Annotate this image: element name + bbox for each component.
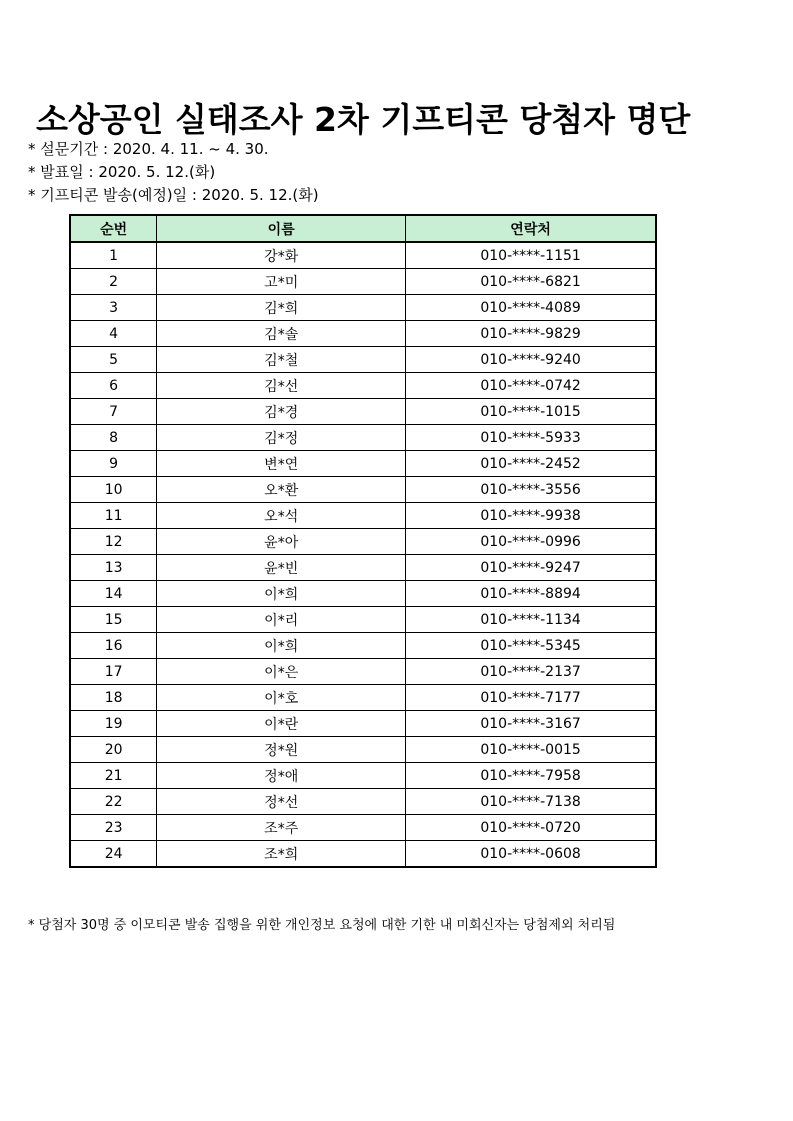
cell-name: 이*은 [157, 659, 406, 685]
info-block [28, 138, 319, 207]
cell-name: 이*리 [157, 607, 406, 633]
cell-number: 12 [70, 529, 157, 555]
cell-name: 고*미 [157, 269, 406, 295]
table-row [70, 607, 656, 633]
footnote: * 당첨자 30명 중 이모티콘 발송 집행을 위한 개인정보 요청에 대한 기한 내 미회신자는 당첨제외 처리됨 [28, 918, 616, 933]
cell-name: 이*희 [157, 633, 406, 659]
table-row [70, 477, 656, 503]
cell-contact: 010-****-3167 [406, 711, 656, 737]
cell-contact: 010-****-5933 [406, 425, 656, 451]
column-header-contact: 연락처 [406, 215, 656, 242]
delivery-date-line: * 기프티콘 발송(예정)일 : 2020. 5. 12.(화) [28, 186, 319, 204]
cell-number: 22 [70, 789, 157, 815]
cell-name: 이*희 [157, 581, 406, 607]
table-row [70, 242, 656, 269]
cell-number: 4 [70, 321, 157, 347]
header-row [70, 215, 656, 242]
table-row [70, 581, 656, 607]
cell-name: 조*주 [157, 815, 406, 841]
cell-name: 이*란 [157, 711, 406, 737]
table-row [70, 425, 656, 451]
table-row [70, 633, 656, 659]
cell-contact: 010-****-0608 [406, 841, 656, 868]
page-title: 소상공인 실태조사 2차 기프티콘 당첨자 명단 [36, 100, 691, 140]
cell-number: 11 [70, 503, 157, 529]
cell-number: 15 [70, 607, 157, 633]
cell-name: 변*연 [157, 451, 406, 477]
cell-name: 이*호 [157, 685, 406, 711]
cell-name: 정*애 [157, 763, 406, 789]
cell-name: 강*화 [157, 242, 406, 269]
cell-number: 6 [70, 373, 157, 399]
table-row [70, 815, 656, 841]
cell-contact: 010-****-9247 [406, 555, 656, 581]
cell-contact: 010-****-0996 [406, 529, 656, 555]
cell-contact: 010-****-1151 [406, 242, 656, 269]
cell-name: 김*철 [157, 347, 406, 373]
cell-contact: 010-****-7958 [406, 763, 656, 789]
cell-number: 1 [70, 242, 157, 269]
cell-name: 김*선 [157, 373, 406, 399]
table-row [70, 685, 656, 711]
cell-contact: 010-****-9829 [406, 321, 656, 347]
cell-number: 18 [70, 685, 157, 711]
cell-contact: 010-****-7177 [406, 685, 656, 711]
cell-name: 조*희 [157, 841, 406, 868]
table-row [70, 373, 656, 399]
cell-number: 9 [70, 451, 157, 477]
cell-contact: 010-****-9938 [406, 503, 656, 529]
cell-number: 13 [70, 555, 157, 581]
cell-contact: 010-****-8894 [406, 581, 656, 607]
cell-number: 10 [70, 477, 157, 503]
table-row [70, 555, 656, 581]
cell-number: 2 [70, 269, 157, 295]
cell-number: 23 [70, 815, 157, 841]
table-body [70, 242, 656, 867]
cell-number: 17 [70, 659, 157, 685]
cell-number: 19 [70, 711, 157, 737]
cell-name: 정*선 [157, 789, 406, 815]
table-row [70, 269, 656, 295]
table-row [70, 789, 656, 815]
column-header-number: 순번 [70, 215, 157, 242]
table-row [70, 503, 656, 529]
cell-number: 20 [70, 737, 157, 763]
table-row [70, 295, 656, 321]
survey-period-line: * 설문기간 : 2020. 4. 11. ~ 4. 30. [28, 140, 269, 158]
cell-name: 김*희 [157, 295, 406, 321]
cell-number: 7 [70, 399, 157, 425]
table-row [70, 711, 656, 737]
cell-contact: 010-****-0015 [406, 737, 656, 763]
table-row [70, 321, 656, 347]
cell-contact: 010-****-0742 [406, 373, 656, 399]
cell-contact: 010-****-0720 [406, 815, 656, 841]
table-row [70, 737, 656, 763]
cell-contact: 010-****-5345 [406, 633, 656, 659]
cell-name: 김*경 [157, 399, 406, 425]
cell-name: 김*정 [157, 425, 406, 451]
cell-contact: 010-****-2137 [406, 659, 656, 685]
cell-contact: 010-****-9240 [406, 347, 656, 373]
table-row [70, 347, 656, 373]
cell-number: 24 [70, 841, 157, 868]
cell-name: 김*솔 [157, 321, 406, 347]
cell-contact: 010-****-1134 [406, 607, 656, 633]
cell-contact: 010-****-3556 [406, 477, 656, 503]
cell-name: 정*원 [157, 737, 406, 763]
cell-name: 오*환 [157, 477, 406, 503]
table-row [70, 763, 656, 789]
cell-contact: 010-****-4089 [406, 295, 656, 321]
table-row [70, 399, 656, 425]
cell-contact: 010-****-6821 [406, 269, 656, 295]
cell-number: 14 [70, 581, 157, 607]
table-row [70, 451, 656, 477]
winners-table [69, 214, 657, 868]
cell-number: 5 [70, 347, 157, 373]
announcement-date-line: * 발표일 : 2020. 5. 12.(화) [28, 163, 216, 181]
table-header [70, 215, 656, 242]
cell-name: 윤*빈 [157, 555, 406, 581]
cell-number: 21 [70, 763, 157, 789]
cell-name: 윤*아 [157, 529, 406, 555]
cell-number: 3 [70, 295, 157, 321]
cell-contact: 010-****-7138 [406, 789, 656, 815]
table-row [70, 529, 656, 555]
cell-number: 16 [70, 633, 157, 659]
table-row [70, 841, 656, 868]
cell-contact: 010-****-2452 [406, 451, 656, 477]
cell-name: 오*석 [157, 503, 406, 529]
table-row [70, 659, 656, 685]
column-header-name: 이름 [157, 215, 406, 242]
cell-number: 8 [70, 425, 157, 451]
cell-contact: 010-****-1015 [406, 399, 656, 425]
